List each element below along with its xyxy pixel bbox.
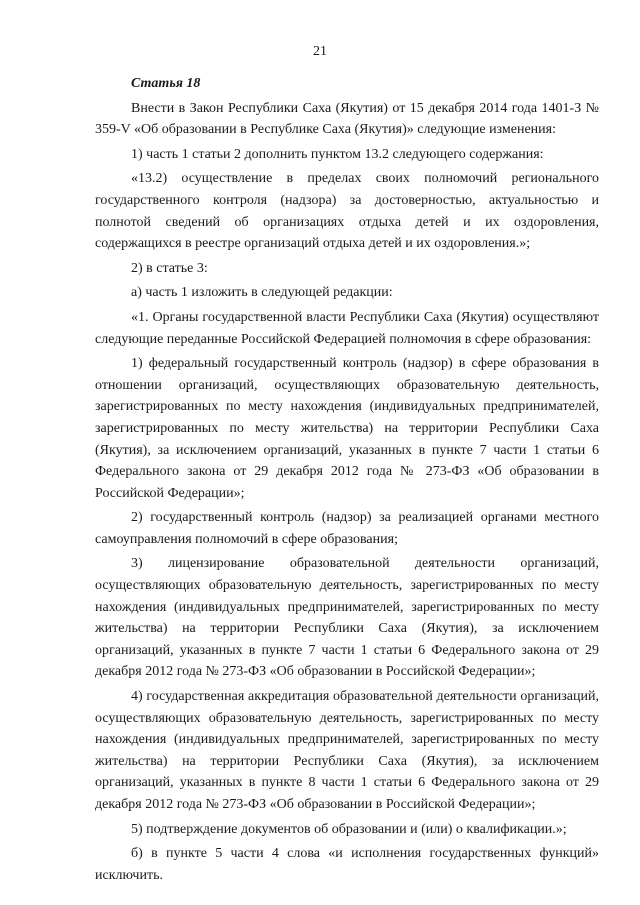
- clause-13-2: «13.2) осуществление в пределах своих полномочий регионального государственного контроля (надзора) за достоверностью, актуальностью и полнотой сведений об организациях отдыха детей и их оздоровления, содержащихся в реестре организаций отдыха детей и их оздоровления.»;: [95, 171, 599, 252]
- page-number: 21: [313, 44, 327, 59]
- part-1-paragraph: «1. Органы государственной власти Республики Саха (Якутия) осуществляют следующие переданные Российской Федерацией полномочия в сфере образования:: [95, 309, 599, 347]
- subitem-a: а) часть 1 изложить в следующей редакции:: [131, 285, 393, 301]
- list-item-3: 3) лицензирование образовательной деятельности организаций, осуществляющих образовательную деятельность, зарегистрированных по месту нахождения (индивидуальных предпринимателей, зарегистрированных по месту жительства) на территории Республики Саха (Якутия), за исключением организаций, указанных в пункте 7 части 1 статьи 6 Федерального закона от 29 декабря 2012 года № 273-ФЗ «Об образовании в Российской Федерации»;: [95, 556, 599, 680]
- list-item-5: 5) подтверждение документов об образовании и (или) о квалификации.»;: [131, 821, 567, 837]
- amendment-item-2: 2) в статье 3:: [131, 260, 208, 276]
- subitem-b: б) в пункте 5 части 4 слова «и исполнения государственных функций» исключить.: [95, 846, 599, 883]
- list-item-1: 1) федеральный государственный контроль (надзор) в сфере образования в отношении организаций, осуществляющих образовательную деятельность, зарегистрированных по месту нахождения (индивидуальных предпринимателей, зарегистрированных по месту жительства) на территории Республики Саха (Якутия), за исключением организаций, указанных в пункте 7 части 1 статьи 6 Федерального закона от 29 декабря 2012 года № 273-ФЗ «Об образовании в Российской Федерации»;: [95, 356, 599, 501]
- amendment-item-1: 1) часть 1 статьи 2 дополнить пунктом 13.2 следующего содержания:: [131, 146, 544, 162]
- article-title: Статья 18: [131, 76, 201, 91]
- list-item-2: 2) государственный контроль (надзор) за реализацией органами местного самоуправления полномочий в сфере образования;: [95, 510, 599, 547]
- document-body: [95, 73, 599, 889]
- list-item-4: 4) государственная аккредитация образовательной деятельности организаций, осуществляющих образовательную деятельность, зарегистрированных по месту нахождения (индивидуальных предпринимателей, зарегистрированных по месту жительства) на территории Республики Саха (Якутия), за исключением организаций, указанных в пункте 8 части 1 статьи 6 Федерального закона от 29 декабря 2012 года № 273-ФЗ «Об образовании в Российской Федерации»;: [95, 689, 599, 812]
- intro-paragraph: Внести в Закон Республики Саха (Якутия) от 15 декабря 2014 года 1401-З № 359-V «Об образовании в Республике Саха (Якутия)» следующие изменения:: [95, 100, 599, 138]
